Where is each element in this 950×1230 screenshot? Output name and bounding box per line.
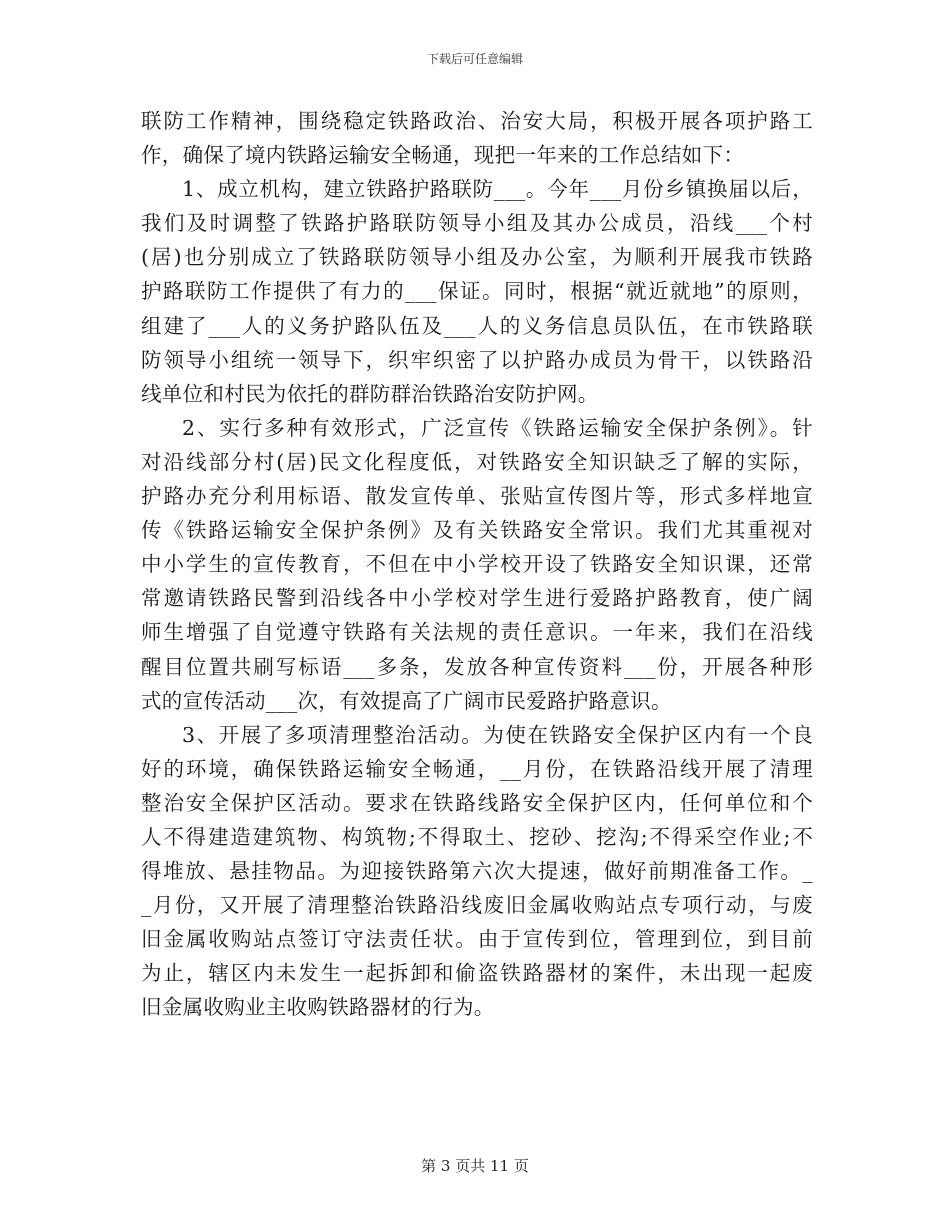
page-header: 下载后可任意编辑 (426, 52, 523, 66)
text-line: 式的宣传活动___次，有效提高了广阔市民爱路护路意识。 (141, 688, 672, 713)
text-line: 1、成立机构，建立铁路护路联防___。今年___月份乡镇换届以后， (182, 177, 813, 202)
text-line: 好的环境，确保铁路运输安全畅通，__月份，在铁路沿线开展了清理 (141, 756, 813, 781)
text-line: 组建了___人的义务护路队伍及___人的义务信息员队伍，在市铁路联 (141, 313, 813, 338)
text-line: 常邀请铁路民警到沿线各中小学校对学生进行爱路护路教育，使广阔 (141, 586, 813, 611)
text-line: 我们及时调整了铁路护路联防领导小组及其办公成员，沿线___个村 (141, 211, 813, 236)
text-line: 旧金属收购业主收购铁路器材的行为。 (141, 995, 495, 1020)
text-line: 护路办充分利用标语、散发宣传单、张贴宣传图片等，形式多样地宣 (141, 484, 813, 509)
text-line: 人不得建造建筑物、构筑物;不得取土、挖砂、挖沟;不得采空作业;不 (141, 824, 813, 849)
text-line: 醒目位置共刷写标语___多条，发放各种宣传资料___份，开展各种形 (141, 654, 813, 679)
text-line: 整治安全保护区活动。要求在铁路线路安全保护区内，任何单位和个 (141, 790, 813, 815)
text-line: 为止，辖区内未发生一起拆卸和偷盗铁路器材的案件，未出现一起废 (141, 961, 813, 986)
text-line: 师生增强了自觉遵守铁路有关法规的责任意识。一年来，我们在沿线 (141, 620, 813, 645)
text-line: 中小学生的宣传教育，不但在中小学校开设了铁路安全知识课，还常 (141, 552, 813, 577)
text-line: 护路联防工作提供了有力的___保证。同时，根据“就近就地”的原则， (141, 279, 813, 304)
text-line: (居)也分别成立了铁路联防领导小组及办公室，为顺利开展我市铁路 (141, 245, 813, 270)
text-line: _月份，又开展了清理整治铁路沿线废旧金属收购站点专项行动，与废 (141, 893, 813, 918)
text-line: 线单位和村民为依托的群防群治铁路治安防护网。 (141, 381, 599, 406)
text-line: 作，确保了境内铁路运输安全畅通，现把一年来的工作总结如下： (141, 143, 745, 168)
text-line: 得堆放、悬挂物品。为迎接铁路第六次大提速，做好前期准备工作。_ (141, 859, 813, 884)
text-line: 联防工作精神，围绕稳定铁路政治、治安大局，积极开展各项护路工 (141, 109, 813, 133)
text-line: 对沿线部分村(居)民文化程度低，对铁路安全知识缺乏了解的实际， (141, 449, 813, 474)
text-line: 防领导小组统一领导下，织牢织密了以护路办成员为骨干，以铁路沿 (141, 347, 813, 372)
page-footer: 第 3 页共 11 页 (421, 1157, 529, 1175)
text-line: 3、开展了多项清理整治活动。为使在铁路安全保护区内有一个良 (182, 722, 813, 747)
text-line: 2、实行多种有效形式，广泛宣传《铁路运输安全保护条例》。针 (182, 415, 813, 440)
text-line: 传《铁路运输安全保护条例》及有关铁路安全常识。我们尤其重视对 (141, 518, 813, 543)
text-line: 旧金属收购站点签订守法责任状。由于宣传到位，管理到位，到目前 (141, 927, 813, 952)
document-body (141, 104, 813, 1025)
